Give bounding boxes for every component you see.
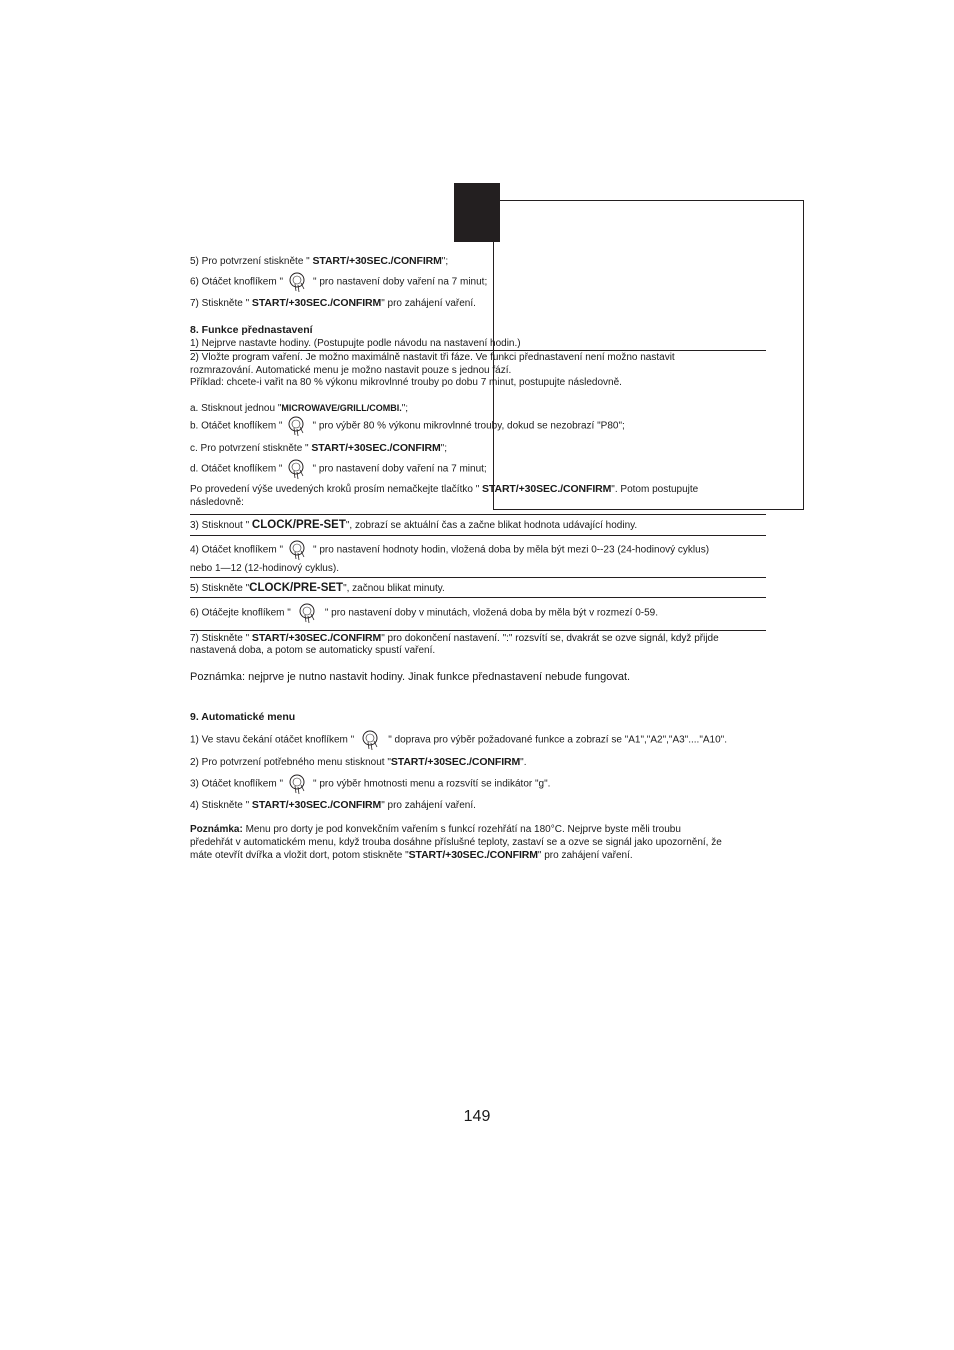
note-label: Poznámka: xyxy=(190,824,243,835)
section-8-example: Příklad: chcete-i vařit na 80 % výkonu mikrovlnné trouby po dobu 7 minut, postupujte následovně. xyxy=(190,377,622,388)
step-text: c. Pro potvrzení stiskněte " xyxy=(190,443,312,454)
start-confirm-button-label: START/+30SEC./CONFIRM xyxy=(251,297,382,309)
step-text: ". xyxy=(520,757,527,768)
step-text: " pro výběr 80 % výkonu mikrovlnné trouby, dokud se nezobrazí "P80"; xyxy=(312,420,625,432)
clock-preset-button-label: CLOCK/PRE-SET xyxy=(249,582,344,594)
rotary-knob-hand-icon xyxy=(286,458,308,480)
rotary-knob-hand-icon xyxy=(286,415,308,437)
step-text: 1) Ve stavu čekání otáčet knoflíkem " xyxy=(190,734,355,746)
note-text: Menu pro dorty je pod konvekčním vařením s funkcí rozehřátí na 180°C. Nejprve byste měli troubu xyxy=(242,824,681,835)
divider xyxy=(190,630,766,631)
start-confirm-button-label: START/+30SEC./CONFIRM xyxy=(390,756,521,768)
start-confirm-button-label: START/+30SEC./CONFIRM xyxy=(251,799,382,811)
step-text: a. Stisknout jednou " xyxy=(190,403,282,414)
divider xyxy=(190,577,766,578)
step-text: 5) Stiskněte " xyxy=(190,583,250,594)
section-8-step-1: 1) Nejprve nastavte hodiny. (Postupujte podle návodu na nastavení hodin.) xyxy=(190,338,521,349)
clock-preset-button-label: CLOCK/PRE-SET xyxy=(251,519,346,531)
step-text: " pro dokončení nastavení. ":" rozsvítí se, dvakrát se ozve signál, když přijde xyxy=(381,633,719,644)
rotary-knob-hand-icon xyxy=(287,271,309,293)
section-8-step-2-line-2: rozmrazování. Automatické menu je možno nastavit pouze s jednou fází. xyxy=(190,365,512,376)
step-5-confirm xyxy=(190,255,448,268)
step-6-knob xyxy=(190,271,487,294)
divider xyxy=(190,535,766,536)
section-9-note-line-3 xyxy=(190,849,633,862)
section-9-step-3 xyxy=(190,773,550,796)
start-confirm-button-label: START/+30SEC./CONFIRM xyxy=(408,849,538,861)
step-text: 7) Stiskněte " xyxy=(190,633,252,644)
section-8-heading: 8. Funkce přednastavení xyxy=(190,324,313,336)
rotary-knob-hand-icon xyxy=(297,602,319,624)
section-8-note: Poznámka: nejprve je nutno nastavit hodiny. Jinak funkce přednastavení nebude fungovat. xyxy=(190,671,631,683)
step-text: ". Potom postupujte xyxy=(611,484,699,495)
section-8-step-2-line-1: 2) Vložte program vaření. Je možno maximálně nastavit tři fáze. Ve funkci přednastavení není možno nastavit xyxy=(190,352,675,363)
page-number: 149 xyxy=(463,1108,491,1125)
step-text: " pro nastavení doby vaření na 7 minut; xyxy=(313,276,488,288)
section-8-step-4 xyxy=(190,539,709,562)
step-text: " doprava pro výběr požadované funkce a zobrazí se "A1","A2","A3"...."A10". xyxy=(388,734,728,746)
section-8-step-c xyxy=(190,442,447,455)
step-text: 3) Otáčet knoflíkem " xyxy=(190,778,284,790)
step-text: " pro nastavení doby v minutách, vložená doba by měla být v rozmezí 0-59. xyxy=(324,607,658,619)
step-text: " pro výběr hmotnosti menu a rozsvítí se indikátor "g". xyxy=(313,778,551,790)
step-text: "; xyxy=(440,443,447,454)
section-9-step-4 xyxy=(190,799,476,812)
step-text: 2) Pro potvrzení potřebného menu stisknout " xyxy=(190,757,391,768)
note-text: " pro zahájení vaření. xyxy=(537,850,633,861)
step-text: ", začnou blikat minuty. xyxy=(343,583,445,594)
rotary-knob-hand-icon xyxy=(287,539,309,561)
step-text: 5) Pro potvrzení stiskněte " xyxy=(190,256,313,267)
step-text: 6) Otáčejte knoflíkem " xyxy=(190,607,291,619)
step-text: ", zobrazí se aktuální čas a začne blikat hodnota udávající hodiny. xyxy=(345,520,638,531)
section-9-note-line-2: předehřát v automatickém menu, když trouba dosáhne příslušné teploty, zastaví se a ozve se signál jako upozornění, že xyxy=(190,837,722,848)
start-confirm-button-label: START/+30SEC./CONFIRM xyxy=(312,255,442,267)
section-8-step-7-line-2: nastavená doba, a potom se automaticky spustí vaření. xyxy=(190,645,436,656)
divider xyxy=(190,514,766,515)
step-text: "; xyxy=(401,403,409,414)
section-8-step-5 xyxy=(190,582,445,595)
section-9-note-line-1 xyxy=(190,823,681,836)
step-text: 3) Stisknout " xyxy=(190,520,252,531)
start-confirm-button-label: START/+30SEC./CONFIRM xyxy=(311,442,441,454)
section-8-step-6 xyxy=(190,602,658,625)
step-text: 6) Otáčet knoflíkem " xyxy=(190,276,284,288)
step-text: d. Otáčet knoflíkem " xyxy=(190,463,283,475)
section-8-step-d xyxy=(190,458,487,481)
section-8-step-b xyxy=(190,415,625,438)
section-9-heading: 9. Automatické menu xyxy=(190,711,296,723)
section-8-after-steps xyxy=(190,483,698,496)
rotary-knob-hand-icon xyxy=(287,773,309,795)
step-text: " pro nastavení hodnoty hodin, vložená doba by měla být mezi 0--23 (24-hodinový cyklus) xyxy=(313,544,710,556)
start-confirm-button-label: START/+30SEC./CONFIRM xyxy=(251,632,382,644)
section-8-step-a xyxy=(190,402,408,415)
step-text: Po provedení výše uvedených kroků prosím nemačkejte tlačítko " xyxy=(190,484,483,495)
start-confirm-button-label: START/+30SEC./CONFIRM xyxy=(482,483,612,495)
step-7-start xyxy=(190,297,476,310)
section-8-step-4-line-2: nebo 1—12 (12-hodinový cyklus). xyxy=(190,563,339,574)
section-9-step-2 xyxy=(190,756,526,769)
step-text: b. Otáčet knoflíkem " xyxy=(190,420,283,432)
rotary-knob-hand-icon xyxy=(360,729,382,751)
step-text: " pro nastavení doby vaření na 7 minut; xyxy=(312,463,487,475)
note-text: máte otevřít dvířka a vložit dort, potom stiskněte " xyxy=(190,850,409,861)
section-8-after-steps-line-2: následovně: xyxy=(190,497,244,508)
step-text: 4) Otáčet knoflíkem " xyxy=(190,544,284,556)
section-8-step-3 xyxy=(190,519,637,532)
microwave-grill-combi-button-label: MICROWAVE/GRILL/COMBI. xyxy=(281,403,402,413)
step-text: " pro zahájení vaření. xyxy=(381,298,476,309)
section-9-step-1 xyxy=(190,729,727,752)
step-text: "; xyxy=(441,256,449,267)
step-text: 4) Stiskněte " xyxy=(190,800,252,811)
step-text: " pro zahájení vaření. xyxy=(381,800,476,811)
divider xyxy=(190,597,766,598)
step-text: 7) Stiskněte " xyxy=(190,298,252,309)
